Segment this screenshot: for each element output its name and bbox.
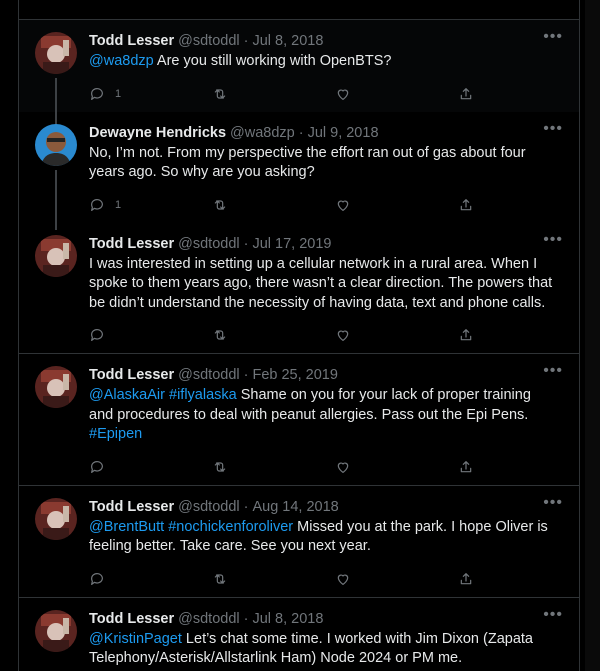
like-button[interactable] bbox=[335, 571, 458, 587]
thread-line bbox=[55, 170, 57, 230]
tweet-5[interactable] bbox=[19, 486, 579, 598]
separator: · bbox=[243, 610, 249, 627]
heart-icon bbox=[335, 327, 351, 343]
separator: · bbox=[298, 124, 304, 141]
hashtag-link[interactable]: #nochickenforoliver bbox=[168, 518, 294, 535]
share-button[interactable] bbox=[458, 86, 474, 102]
tweet-text: @KristinPaget Let’s chat some time. I worked with Jim Dixon (Zapata Telephony/Asterisk/Allstarlink Ham) Node 2024 or PM me. bbox=[89, 630, 533, 666]
mention-link[interactable]: @KristinPaget bbox=[89, 630, 182, 647]
like-button[interactable] bbox=[335, 459, 458, 475]
mention-link[interactable]: @AlaskaAir bbox=[89, 387, 165, 403]
hashtag-link[interactable]: #Epipen bbox=[89, 426, 143, 442]
tweet-3[interactable] bbox=[19, 223, 579, 355]
reply-count: 1 bbox=[115, 87, 122, 100]
retweet-icon bbox=[212, 571, 228, 587]
reply-button[interactable] bbox=[89, 86, 212, 102]
reply-button[interactable] bbox=[89, 571, 212, 587]
heart-icon bbox=[335, 197, 351, 213]
tweet-date[interactable]: Jul 9, 2018 bbox=[307, 124, 379, 141]
retweet-icon bbox=[212, 86, 228, 102]
tweet-text: @wa8dzp Are you still working with OpenBTS? bbox=[89, 53, 392, 69]
avatar[interactable] bbox=[35, 32, 77, 74]
mention-link[interactable]: @wa8dzp bbox=[89, 53, 154, 69]
reply-button[interactable] bbox=[89, 197, 212, 213]
author-handle[interactable]: @sdtoddl bbox=[178, 498, 240, 515]
avatar[interactable] bbox=[35, 610, 77, 652]
author-handle[interactable]: @sdtoddl bbox=[178, 33, 240, 49]
retweet-icon bbox=[212, 327, 228, 343]
tweet-text: No, I’m not. From my perspective the effort ran out of gas about four years ago. So why are you asking? bbox=[89, 144, 526, 180]
retweet-button[interactable] bbox=[212, 327, 335, 343]
tweet-date[interactable]: Jul 17, 2019 bbox=[252, 235, 332, 252]
more-options-icon[interactable]: ••• bbox=[543, 493, 563, 511]
share-icon bbox=[458, 197, 474, 213]
mention-link[interactable]: @BrentButt bbox=[89, 518, 165, 535]
author-handle[interactable]: @sdtoddl bbox=[178, 367, 240, 383]
retweet-icon bbox=[212, 459, 228, 475]
heart-icon bbox=[335, 86, 351, 102]
author-handle[interactable]: @wa8dzp bbox=[230, 124, 295, 141]
tweet-actions bbox=[89, 189, 563, 223]
more-options-icon[interactable]: ••• bbox=[543, 362, 563, 379]
more-options-icon[interactable]: ••• bbox=[543, 605, 563, 623]
tweet-2[interactable] bbox=[19, 112, 579, 223]
author-name[interactable]: Todd Lesser bbox=[89, 610, 175, 627]
like-button[interactable] bbox=[335, 197, 458, 213]
separator: · bbox=[243, 235, 249, 252]
retweet-icon bbox=[212, 197, 228, 213]
reply-icon bbox=[89, 459, 105, 475]
tweet-4[interactable] bbox=[19, 354, 579, 486]
separator: · bbox=[243, 33, 249, 49]
author-name[interactable]: Todd Lesser bbox=[89, 235, 175, 252]
reply-icon bbox=[89, 571, 105, 587]
share-button[interactable] bbox=[458, 459, 474, 475]
author-handle[interactable]: @sdtoddl bbox=[178, 235, 240, 252]
share-icon bbox=[458, 571, 474, 587]
share-icon bbox=[458, 327, 474, 343]
share-button[interactable] bbox=[458, 197, 474, 213]
author-name[interactable]: Todd Lesser bbox=[89, 498, 175, 515]
tweet-date[interactable]: Jul 8, 2018 bbox=[252, 610, 324, 627]
retweet-button[interactable] bbox=[212, 197, 335, 213]
reply-icon bbox=[89, 197, 105, 213]
tweet-date[interactable]: Feb 25, 2019 bbox=[252, 367, 338, 383]
author-name[interactable]: Todd Lesser bbox=[89, 33, 175, 49]
like-button[interactable] bbox=[335, 86, 458, 102]
separator: · bbox=[243, 498, 249, 515]
reply-button[interactable] bbox=[89, 327, 212, 343]
reply-icon bbox=[89, 86, 105, 102]
more-options-icon[interactable]: ••• bbox=[543, 28, 563, 45]
like-button[interactable] bbox=[335, 327, 458, 343]
reply-button[interactable] bbox=[89, 459, 212, 475]
share-button[interactable] bbox=[458, 327, 474, 343]
more-options-icon[interactable]: ••• bbox=[543, 230, 563, 248]
tweet-actions bbox=[89, 563, 563, 597]
tweet-text: @BrentButt #nochickenforoliver Missed you at the park. I hope Oliver is feeling better. Take care. See you next year. bbox=[89, 518, 548, 554]
tweet-text: I was interested in setting up a cellular network in a rural area. When I spoke to them years ago, there wasn’t a clear direction. The powers that be didn’t understand the necessity of having data, text and phone calls. bbox=[89, 255, 553, 311]
share-icon bbox=[458, 459, 474, 475]
retweet-button[interactable] bbox=[212, 571, 335, 587]
timeline bbox=[18, 0, 580, 671]
avatar[interactable] bbox=[35, 498, 77, 540]
retweet-button[interactable] bbox=[212, 459, 335, 475]
top-divider bbox=[19, 0, 579, 20]
author-name[interactable]: Dewayne Hendricks bbox=[89, 124, 227, 141]
retweet-button[interactable] bbox=[212, 86, 335, 102]
tweet-actions bbox=[89, 319, 563, 353]
avatar[interactable] bbox=[35, 124, 77, 166]
reply-count: 1 bbox=[115, 198, 122, 211]
tweet-actions bbox=[89, 78, 563, 112]
avatar[interactable] bbox=[35, 366, 77, 408]
heart-icon bbox=[335, 571, 351, 587]
tweet-text: @AlaskaAir #iflyalaska Shame on you for your lack of proper training and procedures to deal with peanut allergies. Pass out the Epi Pens. #Epipen bbox=[89, 387, 531, 442]
hashtag-link[interactable]: #iflyalaska bbox=[169, 387, 237, 403]
reply-icon bbox=[89, 327, 105, 343]
share-icon bbox=[458, 86, 474, 102]
author-name[interactable]: Todd Lesser bbox=[89, 367, 175, 383]
avatar[interactable] bbox=[35, 235, 77, 277]
tweet-1[interactable] bbox=[19, 20, 579, 112]
tweet-date[interactable]: Aug 14, 2018 bbox=[252, 498, 339, 515]
tweet-date[interactable]: Jul 8, 2018 bbox=[252, 33, 324, 49]
more-options-icon[interactable]: ••• bbox=[543, 119, 563, 137]
right-rail bbox=[585, 0, 600, 671]
tweet-actions bbox=[89, 451, 563, 485]
heart-icon bbox=[335, 459, 351, 475]
tweet-6[interactable] bbox=[19, 598, 579, 671]
share-button[interactable] bbox=[458, 571, 474, 587]
author-handle[interactable]: @sdtoddl bbox=[178, 610, 240, 627]
separator: · bbox=[243, 367, 249, 383]
